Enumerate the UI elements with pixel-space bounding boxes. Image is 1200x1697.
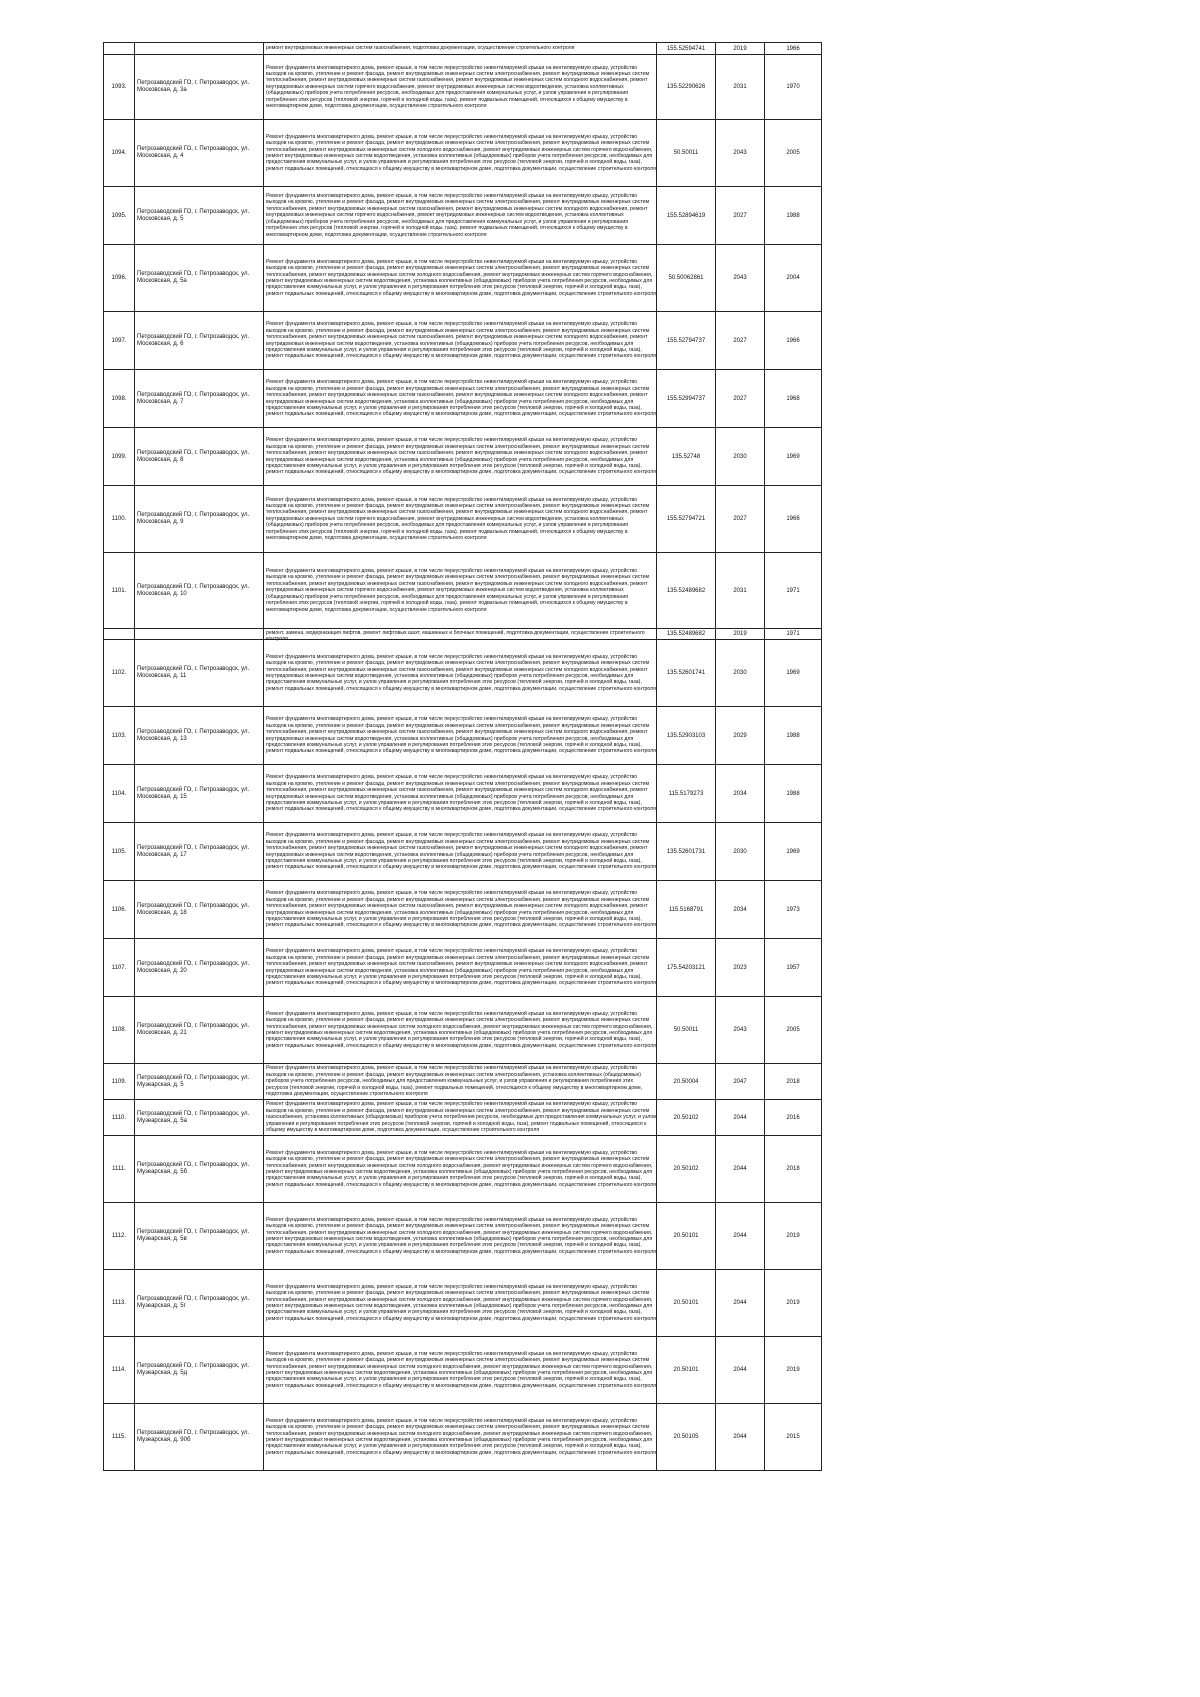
table-row [104,245,822,312]
address-cell: Петрозаводский ГО, г. Петрозаводск, ул. Московская, д. 5 [135,187,264,245]
table-row [104,765,822,823]
row-number: 1095. [104,187,135,245]
address-cell: Петрозаводский ГО, г. Петрозаводск, ул. Музеарская, д. 5д [135,1337,264,1404]
repair-year-cell: 2027 [716,486,765,553]
repair-year-cell: 2023 [716,939,765,997]
cost-cell: 155.52894619 [657,187,716,245]
cost-cell: 20.50004 [657,1064,716,1100]
cost-cell: 20.50101 [657,1203,716,1270]
table-row [104,1404,822,1471]
address-cell: Петрозаводский ГО, г. Петрозаводск, ул. Московская, д. 8 [135,428,264,486]
cost-cell: 50.50062861 [657,245,716,312]
works-cell [264,1100,657,1136]
works-text: Ремонт фундамента многоквартирного дома, ремонт крыши, в том числе переустройство невентилируемой крыши на вентилируемую крышу, устройство выходов на кровлю, утепление и ремонт фасада, ремонт внутридомовых инженерных систем электроснабжения, ремонт внутридомовых инженерных систем теплоснабжения, ремонт внутридомовых инженерных систем газоснабжения, ремонт внутридомовых инженерных систем холодного водоснабжения, ремонт внутридомовых инженерных систем водоотведения, установка коллективных (общедомовых) приборов учета потребления ресурсов, необходимых для предоставления коммунальных услуг, и узлов управления и регулирования потребления этих ресурсов (тепловой энергии, горячей и холодной воды, газа), ремонт подвальных помещений, относящихся к общему имуществу в многоквартирном доме, подготовка документации, осуществление строительного контроля [266,653,656,692]
row-number: 1114. [104,1337,135,1404]
row-number: 1105. [104,823,135,881]
built-year-cell: 2018 [765,1136,822,1203]
works-text: Ремонт фундамента многоквартирного дома, ремонт крыши, в том числе переустройство невентилируемой крыши на вентилируемую крышу, устройство выходов на кровлю, утепление и ремонт фасада, ремонт внутридомовых инженерных систем электроснабжения, ремонт внутридомовых инженерных систем теплоснабжения, ремонт внутридомовых инженерных систем газоснабжения, ремонт внутридомовых инженерных систем холодного водоснабжения, ремонт внутридомовых инженерных систем водоотведения, установка коллективных (общедомовых) приборов учета потребления ресурсов, необходимых для предоставления коммунальных услуг, и узлов управления и регулирования потребления этих ресурсов (тепловой энергии, горячей и холодной воды, газа), ремонт подвальных помещений, относящихся к общему имуществу в многоквартирном доме, подготовка документации, осуществление строительного контроля [266,437,656,476]
row-number: 1093. [104,55,135,120]
cost-cell: 135.52903103 [657,707,716,765]
repair-year-cell: 2019 [716,43,765,55]
works-cell [264,881,657,939]
works-cell [264,765,657,823]
address-cell: Петрозаводский ГО, г. Петрозаводск, ул. Музеарская, д. 5а [135,1100,264,1136]
cost-cell: 115.5179273 [657,765,716,823]
built-year-cell: 1988 [765,707,822,765]
address-cell: Петрозаводский ГО, г. Петрозаводск, ул. Московская, д. 20 [135,939,264,997]
cost-cell: 155.52794721 [657,486,716,553]
works-text: Ремонт фундамента многоквартирного дома, ремонт крыши, в том числе переустройство невентилируемой крыши на вентилируемую крышу, устройство выходов на кровлю, утепление и ремонт фасада, ремонт внутридомовых инженерных систем электроснабжения, ремонт внутридомовых инженерных систем теплоснабжения, ремонт внутридомовых инженерных систем газоснабжения, ремонт внутридомовых инженерных систем холодного водоснабжения, ремонт внутридомовых инженерных систем водоотведения, установка коллективных (общедомовых) приборов учета потребления ресурсов, необходимых для предоставления коммунальных услуг, и узлов управления и регулирования потребления этих ресурсов (тепловой энергии, горячей и холодной воды, газа), ремонт подвальных помещений, относящихся к общему имуществу в многоквартирном доме, подготовка документации, осуществление строительного контроля [266,832,656,871]
built-year-cell: 2019 [765,1337,822,1404]
works-text: Ремонт фундамента многоквартирного дома, ремонт крыши, в том числе переустройство невентилируемой крыши на вентилируемую крышу, устройство выходов на кровлю, утепление и ремонт фасада, ремонт внутридомовых инженерных систем электроснабжения, ремонт внутридомовых инженерных систем теплоснабжения, ремонт внутридомовых инженерных систем холодного водоснабжения, ремонт внутридомовых инженерных систем горячего водоснабжения, ремонт внутридомовых инженерных систем водоотведения, установка коллективных (общедомовых) приборов учета потребления ресурсов, необходимых для предоставления коммунальных услуг, и узлов управления и регулирования потребления этих ресурсов (тепловой энергии, горячей и холодной воды, газа), ремонт подвальных помещений, относящихся к общему имуществу в многоквартирном доме, подготовка документации, осуществление строительного контроля [266,1350,656,1389]
cost-cell: 20.50102 [657,1136,716,1203]
works-text: Ремонт фундамента многоквартирного дома, ремонт крыши, в том числе переустройство невентилируемой крыши на вентилируемую крышу, устройство выходов на кровлю, утепление и ремонт фасада, ремонт внутридомовых инженерных систем электроснабжения, ремонт внутридомовых инженерных систем теплоснабжения, ремонт внутридомовых инженерных систем холодного водоснабжения, ремонт внутридомовых инженерных систем горячего водоснабжения, ремонт внутридомовых инженерных систем водоотведения, установка коллективных (общедомовых) приборов учета потребления ресурсов, необходимых для предоставления коммунальных услуг, и узлов управления и регулирования потребления этих ресурсов (тепловой энергии, горячей и холодной воды, газа), ремонт подвальных помещений, относящихся к общему имуществу в многоквартирном доме, подготовка документации, осуществление строительного контроля [266,1417,656,1456]
works-cell [264,1404,657,1471]
works-cell [264,553,657,629]
row-number: 1098. [104,370,135,428]
address-cell: Петрозаводский ГО, г. Петрозаводск, ул. Московская, д. 18 [135,881,264,939]
repair-year-cell: 2043 [716,245,765,312]
row-number: 1096. [104,245,135,312]
built-year-cell: 1966 [765,486,822,553]
repair-year-cell: 2027 [716,312,765,370]
works-text: Ремонт фундамента многоквартирного дома, ремонт крыши, в том числе переустройство невентилируемой крыши на вентилируемую крышу, устройство выходов на кровлю, утепление и ремонт фасада, ремонт внутридомовых инженерных систем электроснабжения, ремонт внутридомовых инженерных систем теплоснабжения, ремонт внутридомовых инженерных систем холодного водоснабжения, ремонт внутридомовых инженерных систем горячего водоснабжения, ремонт внутридомовых инженерных систем водоотведения, установка коллективных (общедомовых) приборов учета потребления ресурсов, необходимых для предоставления коммунальных услуг, и узлов управления и регулирования потребления этих ресурсов (тепловой энергии, горячей и холодной воды, газа), ремонт подвальных помещений, относящихся к общему имуществу в многоквартирном доме, подготовка документации, осуществление строительного контроля [266,258,656,297]
cost-cell: 135.52601741 [657,640,716,707]
address-cell: Петрозаводский ГО, г. Петрозаводск, ул. Музеарская, д. 5б [135,1136,264,1203]
row-number: 1100. [104,486,135,553]
cost-cell: 20.50102 [657,1100,716,1136]
works-text: Ремонт фундамента многоквартирного дома, ремонт крыши, в том числе переустройство невентилируемой крыши на вентилируемую крышу, устройство выходов на кровлю, утепление и ремонт фасада, ремонт внутридомовых инженерных систем электроснабжения, ремонт внутридомовых инженерных систем теплоснабжения, ремонт внутридомовых инженерных систем холодного водоснабжения, ремонт внутридомовых инженерных систем горячего водоснабжения, ремонт внутридомовых инженерных систем водоотведения, установка коллективных (общедомовых) приборов учета потребления ресурсов, необходимых для предоставления коммунальных услуг, и узлов управления и регулирования потребления этих ресурсов (тепловой энергии, горячей и холодной воды, газа), ремонт подвальных помещений, относящихся к общему имуществу в многоквартирном доме, подготовка документации, осуществление строительного контроля [266,1216,656,1255]
row-number: 1101. [104,553,135,629]
built-year-cell: 1966 [765,43,822,55]
works-cell [264,187,657,245]
built-year-cell: 1971 [765,553,822,629]
table-row [104,120,822,187]
works-cell [264,1337,657,1404]
works-text: Ремонт фундамента многоквартирного дома, ремонт крыши, в том числе переустройство невентилируемой крыши на вентилируемую крышу, устройство выходов на кровлю, утепление и ремонт фасада, ремонт внутридомовых инженерных систем электроснабжения, ремонт внутридомовых инженерных систем газоснабжения, установка коллективных (общедомовых) приборов учета потребления ресурсов, необходимых для предоставления коммунальных услуг, и узлов управления и регулирования потребления этих ресурсов (тепловой энергии, горячей и холодной воды, газа), ремонт подвальных помещений, относящихся к общему имуществу в многоквартирном доме, подготовка документации, осуществление строительного контроля [266,1101,656,1134]
address-cell: Петрозаводский ГО, г. Петрозаводск, ул. Московская, д. 10 [135,553,264,629]
repair-year-cell: 2044 [716,1404,765,1471]
built-year-cell: 2005 [765,997,822,1064]
row-number: 1113. [104,1270,135,1337]
table-row [104,428,822,486]
repair-year-cell: 2029 [716,707,765,765]
row-number: 1111. [104,1136,135,1203]
table-body [104,43,822,1471]
works-text: ремонт внутридомовых инженерных систем газоснабжения, подготовка документации, осуществление строительного контроля [266,45,575,52]
repair-year-cell: 2034 [716,765,765,823]
works-cell [264,640,657,707]
works-cell [264,312,657,370]
works-cell [264,707,657,765]
built-year-cell: 2016 [765,1100,822,1136]
built-year-cell: 1968 [765,370,822,428]
row-number: 1104. [104,765,135,823]
repair-year-cell: 2043 [716,120,765,187]
repair-year-cell: 2044 [716,1203,765,1270]
works-cell [264,1136,657,1203]
works-cell [264,120,657,187]
repair-year-cell: 2030 [716,428,765,486]
built-year-cell: 2015 [765,1404,822,1471]
row-number: 1108. [104,997,135,1064]
built-year-cell: 1969 [765,640,822,707]
built-year-cell: 1966 [765,312,822,370]
works-text: ремонт, замена, модернизация лифтов, ремонт лифтовых шахт, машинных и блочных помещений, подготовка документации, осуществление строительного контроля [266,629,645,642]
row-number [104,43,135,55]
cost-cell: 135.52489682 [657,629,716,640]
repair-year-cell: 2031 [716,55,765,120]
table-row [104,823,822,881]
row-number [104,629,135,640]
address-cell: Петрозаводский ГО, г. Петрозаводск, ул. Музеарская, д. 5 [135,1064,264,1100]
cost-cell: 135.52601731 [657,823,716,881]
built-year-cell: 1970 [765,55,822,120]
address-cell: Петрозаводский ГО, г. Петрозаводск, ул. Московская, д. 17 [135,823,264,881]
repair-year-cell: 2043 [716,997,765,1064]
repair-year-cell: 2034 [716,881,765,939]
table-row [104,43,822,55]
works-text: Ремонт фундамента многоквартирного дома, ремонт крыши, в том числе переустройство невентилируемой крыши на вентилируемую крышу, устройство выходов на кровлю, утепление и ремонт фасада, ремонт внутридомовых инженерных систем электроснабжения, ремонт внутридомовых инженерных систем теплоснабжения, ремонт внутридомовых инженерных систем газоснабжения, ремонт внутридомовых инженерных систем холодного водоснабжения, ремонт внутридомовых инженерных систем водоотведения, установка коллективных (общедомовых) приборов учета потребления ресурсов, необходимых для предоставления коммунальных услуг, и узлов управления и регулирования потребления этих ресурсов (тепловой энергии, горячей и холодной воды, газа), ремонт подвальных помещений, относящихся к общему имуществу в многоквартирном доме, подготовка документации, осуществление строительного контроля [266,948,656,987]
repair-year-cell: 2030 [716,823,765,881]
built-year-cell: 1971 [765,629,822,640]
cost-cell: 155.52994737 [657,370,716,428]
cost-cell: 175.54203121 [657,939,716,997]
built-year-cell: 1957 [765,939,822,997]
works-cell [264,1064,657,1100]
table-row [104,1136,822,1203]
built-year-cell: 2019 [765,1203,822,1270]
address-cell: Петрозаводский ГО, г. Петрозаводск, ул. Московская, д. 21 [135,997,264,1064]
repair-year-cell: 2044 [716,1337,765,1404]
works-cell [264,823,657,881]
address-cell: Петрозаводский ГО, г. Петрозаводск, ул. Московская, д. 9 [135,486,264,553]
works-cell [264,486,657,553]
cost-cell: 50.50011 [657,120,716,187]
works-cell [264,370,657,428]
address-cell: Петрозаводский ГО, г. Петрозаводск, ул. Музеарская, д. 90б [135,1404,264,1471]
table-row [104,1100,822,1136]
cost-cell: 115.5168791 [657,881,716,939]
works-text: Ремонт фундамента многоквартирного дома, ремонт крыши, в том числе переустройство невентилируемой крыши на вентилируемую крышу, устройство выходов на кровлю, утепление и ремонт фасада, ремонт внутридомовых инженерных систем электроснабжения, ремонт внутридомовых инженерных систем теплоснабжения, ремонт внутридомовых инженерных систем газоснабжения, ремонт внутридомовых инженерных систем холодного водоснабжения, ремонт внутридомовых инженерных систем горячего водоснабжения, ремонт внутридомовых инженерных систем водоотведения, установка коллективных (общедомовых) приборов учета потребления ресурсов, необходимых для предоставления коммунальных услуг, и узлов управления и регулирования потребления этих ресурсов (тепловой энергии, горячей и холодной воды, газа), ремонт подвальных помещений, относящихся к общему имуществу в многоквартирном доме, подготовка документации, осуществление строительного контроля [266,568,650,613]
row-number: 1094. [104,120,135,187]
built-year-cell: 1969 [765,428,822,486]
built-year-cell: 1969 [765,823,822,881]
row-number: 1106. [104,881,135,939]
table-row [104,640,822,707]
works-text: Ремонт фундамента многоквартирного дома, ремонт крыши, в том числе переустройство невентилируемой крыши на вентилируемую крышу, устройство выходов на кровлю, утепление и ремонт фасада, ремонт внутридомовых инженерных систем электроснабжения, ремонт внутридомовых инженерных систем теплоснабжения, ремонт внутридомовых инженерных систем холодного водоснабжения, ремонт внутридомовых инженерных систем горячего водоснабжения, ремонт внутридомовых инженерных систем водоотведения, установка коллективных (общедомовых) приборов учета потребления ресурсов, необходимых для предоставления коммунальных услуг, и узлов управления и регулирования потребления этих ресурсов (тепловой энергии, горячей и холодной воды, газа), ремонт подвальных помещений, относящихся к общему имуществу в многоквартирном доме, подготовка документации, осуществление строительного контроля [266,1149,656,1188]
address-cell: Петрозаводский ГО, г. Петрозаводск, ул. Московская, д. 6 [135,312,264,370]
repair-year-cell: 2044 [716,1100,765,1136]
works-cell [264,428,657,486]
table-row [104,370,822,428]
repair-year-cell: 2027 [716,370,765,428]
row-number: 1107. [104,939,135,997]
works-cell [264,939,657,997]
built-year-cell: 1988 [765,187,822,245]
address-cell [135,43,264,55]
address-cell: Петрозаводский ГО, г. Петрозаводск, ул. Музеарская, д. 5в [135,1203,264,1270]
cost-cell: 20.50105 [657,1404,716,1471]
works-text: Ремонт фундамента многоквартирного дома, ремонт крыши, в том числе переустройство невентилируемой крыши на вентилируемую крышу, устройство выходов на кровлю, утепление и ремонт фасада, ремонт внутридомовых инженерных систем электроснабжения, ремонт внутридомовых инженерных систем теплоснабжения, ремонт внутридомовых инженерных систем газоснабжения, ремонт внутридомовых инженерных систем холодного водоснабжения, ремонт внутридомовых инженерных систем горячего водоснабжения, ремонт внутридомовых инженерных систем водоотведения, установка коллективных (общедомовых) приборов учета потребления ресурсов, необходимых для предоставления коммунальных услуг, и узлов управления и регулирования потребления этих ресурсов (тепловой энергии, горячей и холодной воды, газа), ремонт подвальных помещений, относящихся к общему имуществу в многоквартирном доме, подготовка документации, осуществление строительного контроля [266,193,650,238]
row-number: 1112. [104,1203,135,1270]
address-cell: Петрозаводский ГО, г. Петрозаводск, ул. Московская, д. 13 [135,707,264,765]
row-number: 1099. [104,428,135,486]
repair-year-cell: 2047 [716,1064,765,1100]
cost-cell: 20.50101 [657,1337,716,1404]
works-cell [264,245,657,312]
cost-cell: 155.52594741 [657,43,716,55]
table-row [104,312,822,370]
works-text: Ремонт фундамента многоквартирного дома, ремонт крыши, в том числе переустройство невентилируемой крыши на вентилируемую крышу, устройство выходов на кровлю, утепление и ремонт фасада, ремонт внутридомовых инженерных систем электроснабжения, ремонт внутридомовых инженерных систем теплоснабжения, ремонт внутридомовых инженерных систем газоснабжения, ремонт внутридомовых инженерных систем холодного водоснабжения, ремонт внутридомовых инженерных систем водоотведения, установка коллективных (общедомовых) приборов учета потребления ресурсов, необходимых для предоставления коммунальных услуг, и узлов управления и регулирования потребления этих ресурсов (тепловой энергии, горячей и холодной воды, газа), ремонт подвальных помещений, относящихся к общему имуществу в многоквартирном доме, подготовка документации, осуществление строительного контроля [266,774,656,813]
row-number: 1102. [104,640,135,707]
row-number: 1110. [104,1100,135,1136]
built-year-cell: 2004 [765,245,822,312]
row-number: 1115. [104,1404,135,1471]
built-year-cell: 2005 [765,120,822,187]
table-row [104,629,822,640]
table-row [104,1270,822,1337]
repair-year-cell: 2030 [716,640,765,707]
table-row [104,553,822,629]
works-cell [264,1203,657,1270]
table-row [104,707,822,765]
built-year-cell: 1988 [765,765,822,823]
repair-year-cell: 2031 [716,553,765,629]
repair-year-cell: 2044 [716,1136,765,1203]
works-text: Ремонт фундамента многоквартирного дома, ремонт крыши, в том числе переустройство невентилируемой крыши на вентилируемую крышу, устройство выходов на кровлю, утепление и ремонт фасада, ремонт внутридомовых инженерных систем электроснабжения, ремонт внутридомовых инженерных систем теплоснабжения, ремонт внутридомовых инженерных систем газоснабжения, ремонт внутридомовых инженерных систем холодного водоснабжения, ремонт внутридомовых инженерных систем горячего водоснабжения, ремонт внутридомовых инженерных систем водоотведения, установка коллективных (общедомовых) приборов учета потребления ресурсов, необходимых для предоставления коммунальных услуг, и узлов управления и регулирования потребления этих ресурсов (тепловой энергии, горячей и холодной воды, газа), ремонт подвальных помещений, относящихся к общему имуществу в многоквартирном доме, подготовка документации, осуществление строительного контроля [266,496,650,542]
cost-cell: 135.52290626 [657,55,716,120]
row-number: 1109. [104,1064,135,1100]
address-cell: Петрозаводский ГО, г. Петрозаводск, ул. Московская, д. 15 [135,765,264,823]
table-row [104,997,822,1064]
cost-cell: 155.52794737 [657,312,716,370]
row-number: 1097. [104,312,135,370]
works-text: Ремонт фундамента многоквартирного дома, ремонт крыши, в том числе переустройство невентилируемой крыши на вентилируемую крышу, устройство выходов на кровлю, утепление и ремонт фасада, ремонт внутридомовых инженерных систем электроснабжения, ремонт внутридомовых инженерных систем теплоснабжения, ремонт внутридомовых инженерных систем газоснабжения, ремонт внутридомовых инженерных систем холодного водоснабжения, ремонт внутридомовых инженерных систем водоотведения, установка коллективных (общедомовых) приборов учета потребления ресурсов, необходимых для предоставления коммунальных услуг, и узлов управления и регулирования потребления этих ресурсов (тепловой энергии, горячей и холодной воды, газа), ремонт подвальных помещений, относящихся к общему имуществу в многоквартирном доме, подготовка документации, осуществление строительного контроля [266,379,656,418]
address-cell: Петрозаводский ГО, г. Петрозаводск, ул. Московская, д. 11 [135,640,264,707]
built-year-cell: 2018 [765,1064,822,1100]
table-row [104,1064,822,1100]
cost-cell: 135.52489682 [657,553,716,629]
address-cell: Петрозаводский ГО, г. Петрозаводск, ул. Московская, д. 7 [135,370,264,428]
address-cell: Петрозаводский ГО, г. Петрозаводск, ул. Московская, д. 4 [135,120,264,187]
repair-year-cell: 2044 [716,1270,765,1337]
address-cell: Петрозаводский ГО, г. Петрозаводск, ул. Музеарская, д. 5г [135,1270,264,1337]
repair-year-cell: 2027 [716,187,765,245]
address-cell: Петрозаводский ГО, г. Петрозаводск, ул. Московская, д. 3а [135,55,264,120]
row-number: 1103. [104,707,135,765]
works-cell [264,629,657,640]
works-text: Ремонт фундамента многоквартирного дома, ремонт крыши, в том числе переустройство невентилируемой крыши на вентилируемую крышу, устройство выходов на кровлю, утепление и ремонт фасада, ремонт внутридомовых инженерных систем электроснабжения, ремонт внутридомовых инженерных систем теплоснабжения, ремонт внутридомовых инженерных систем газоснабжения, ремонт внутридомовых инженерных систем холодного водоснабжения, ремонт внутридомовых инженерных систем водоотведения, установка коллективных (общедомовых) приборов учета потребления ресурсов, необходимых для предоставления коммунальных услуг, и узлов управления и регулирования потребления этих ресурсов (тепловой энергии, горячей и холодной воды, газа), ремонт подвальных помещений, относящихся к общему имуществу в многоквартирном доме, подготовка документации, осуществление строительного контроля [266,716,656,755]
works-cell [264,55,657,120]
table-row [104,939,822,997]
built-year-cell: 1973 [765,881,822,939]
table-row [104,1203,822,1270]
repair-year-cell: 2019 [716,629,765,640]
works-text: Ремонт фундамента многоквартирного дома, ремонт крыши, в том числе переустройство невентилируемой крыши на вентилируемую крышу, устройство выходов на кровлю, утепление и ремонт фасада, ремонт внутридомовых инженерных систем электроснабжения, ремонт внутридомовых инженерных систем теплоснабжения, ремонт внутридомовых инженерных систем газоснабжения, ремонт внутридомовых инженерных систем холодного водоснабжения, ремонт внутридомовых инженерных систем водоотведения, установка коллективных (общедомовых) приборов учета потребления ресурсов, необходимых для предоставления коммунальных услуг, и узлов управления и регулирования потребления этих ресурсов (тепловой энергии, горячей и холодной воды, газа), ремонт подвальных помещений, относящихся к общему имуществу в многоквартирном доме, подготовка документации, осуществление строительного контроля [266,890,656,929]
table-row [104,1337,822,1404]
table-row [104,881,822,939]
cost-cell: 20.50101 [657,1270,716,1337]
cost-cell: 135.52748 [657,428,716,486]
table-row [104,55,822,120]
works-text: Ремонт фундамента многоквартирного дома, ремонт крыши, в том числе переустройство невентилируемой крыши на вентилируемую крышу, устройство выходов на кровлю, утепление и ремонт фасада, ремонт внутридомовых инженерных систем электроснабжения, ремонт внутридомовых инженерных систем теплоснабжения, ремонт внутридомовых инженерных систем холодного водоснабжения, ремонт внутридомовых инженерных систем горячего водоснабжения, ремонт внутридомовых инженерных систем водоотведения, установка коллективных (общедомовых) приборов учета потребления ресурсов, необходимых для предоставления коммунальных услуг, и узлов управления и регулирования потребления этих ресурсов (тепловой энергии, горячей и холодной воды, газа), ремонт подвальных помещений, относящихся к общему имуществу в многоквартирном доме, подготовка документации, осуществление строительного контроля [266,133,656,172]
works-text: Ремонт фундамента многоквартирного дома, ремонт крыши, в том числе переустройство невентилируемой крыши на вентилируемую крышу, устройство выходов на кровлю, утепление и ремонт фасада, ремонт внутридомовых инженерных систем электроснабжения, ремонт внутридомовых инженерных систем теплоснабжения, ремонт внутридомовых инженерных систем холодного водоснабжения, ремонт внутридомовых инженерных систем горячего водоснабжения, ремонт внутридомовых инженерных систем водоотведения, установка коллективных (общедомовых) приборов учета потребления ресурсов, необходимых для предоставления коммунальных услуг, и узлов управления и регулирования потребления этих ресурсов (тепловой энергии, горячей и холодной воды, газа), ремонт подвальных помещений, относящихся к общему имуществу в многоквартирном доме, подготовка документации, осуществление строительного контроля [266,1010,656,1049]
works-text: Ремонт фундамента многоквартирного дома, ремонт крыши, в том числе переустройство невентилируемой крыши на вентилируемую крышу, устройство выходов на кровлю, утепление и ремонт фасада, ремонт внутридомовых инженерных систем электроснабжения, ремонт внутридомовых инженерных систем теплоснабжения, ремонт внутридомовых инженерных систем газоснабжения, ремонт внутридомовых инженерных систем холодного водоснабжения, ремонт внутридомовых инженерных систем водоотведения, установка коллективных (общедомовых) приборов учета потребления ресурсов, необходимых для предоставления коммунальных услуг, и узлов управления и регулирования потребления этих ресурсов (тепловой энергии, горячей и холодной воды, газа), ремонт подвальных помещений, относящихся к общему имуществу в многоквартирном доме, подготовка документации, осуществление строительного контроля [266,321,656,360]
works-cell [264,43,657,55]
built-year-cell: 2019 [765,1270,822,1337]
works-cell [264,997,657,1064]
capital-repair-table [103,42,822,1471]
address-cell [135,629,264,640]
works-text: Ремонт фундамента многоквартирного дома, ремонт крыши, в том числе переустройство невентилируемой крыши на вентилируемую крышу, устройство выходов на кровлю, утепление и ремонт фасада, ремонт внутридомовых инженерных систем электроснабжения, ремонт внутридомовых инженерных систем теплоснабжения, ремонт внутридомовых инженерных систем холодного водоснабжения, ремонт внутридомовых инженерных систем горячего водоснабжения, ремонт внутридомовых инженерных систем водоотведения, установка коллективных (общедомовых) приборов учета потребления ресурсов, необходимых для предоставления коммунальных услуг, и узлов управления и регулирования потребления этих ресурсов (тепловой энергии, горячей и холодной воды, газа), ремонт подвальных помещений, относящихся к общему имуществу в многоквартирном доме, подготовка документации, осуществление строительного контроля [266,1283,656,1322]
table-row [104,187,822,245]
works-cell [264,1270,657,1337]
cost-cell: 50.50011 [657,997,716,1064]
works-text: Ремонт фундамента многоквартирного дома, ремонт крыши, в том числе переустройство невентилируемой крыши на вентилируемую крышу, устройство выходов на кровлю, утепление и ремонт фасада, ремонт внутридомовых инженерных систем электроснабжения, ремонт внутридомовых инженерных систем теплоснабжения, ремонт внутридомовых инженерных систем газоснабжения, ремонт внутридомовых инженерных систем холодного водоснабжения, ремонт внутридомовых инженерных систем горячего водоснабжения, ремонт внутридомовых инженерных систем водоотведения, установка коллективных (общедомовых) приборов учета потребления ресурсов, необходимых для предоставления коммунальных услуг, и узлов управления и регулирования потребления этих ресурсов (тепловой энергии, горячей и холодной воды, газа), ремонт подвальных помещений, относящихся к общему имуществу в многоквартирном доме, подготовка документации, осуществление строительного контроля [266,64,650,110]
address-cell: Петрозаводский ГО, г. Петрозаводск, ул. Московская, д. 5а [135,245,264,312]
table-row [104,486,822,553]
works-text: Ремонт фундамента многоквартирного дома, ремонт крыши, в том числе переустройство невентилируемой крыши на вентилируемую крышу, устройство выходов на кровлю, утепление и ремонт фасада, ремонт внутридомовых инженерных систем электроснабжения, установка коллективных (общедомовых) приборов учета потребления ресурсов, необходимых для предоставления коммунальных услуг, и узлов управления и регулирования потребления этих ресурсов (тепловой энергии, горячей и холодной воды, газа), ремонт подвальных помещений, относящихся к общему имуществу в многоквартирном доме, подготовка документации, осуществление строительного контроля [266,1065,643,1098]
